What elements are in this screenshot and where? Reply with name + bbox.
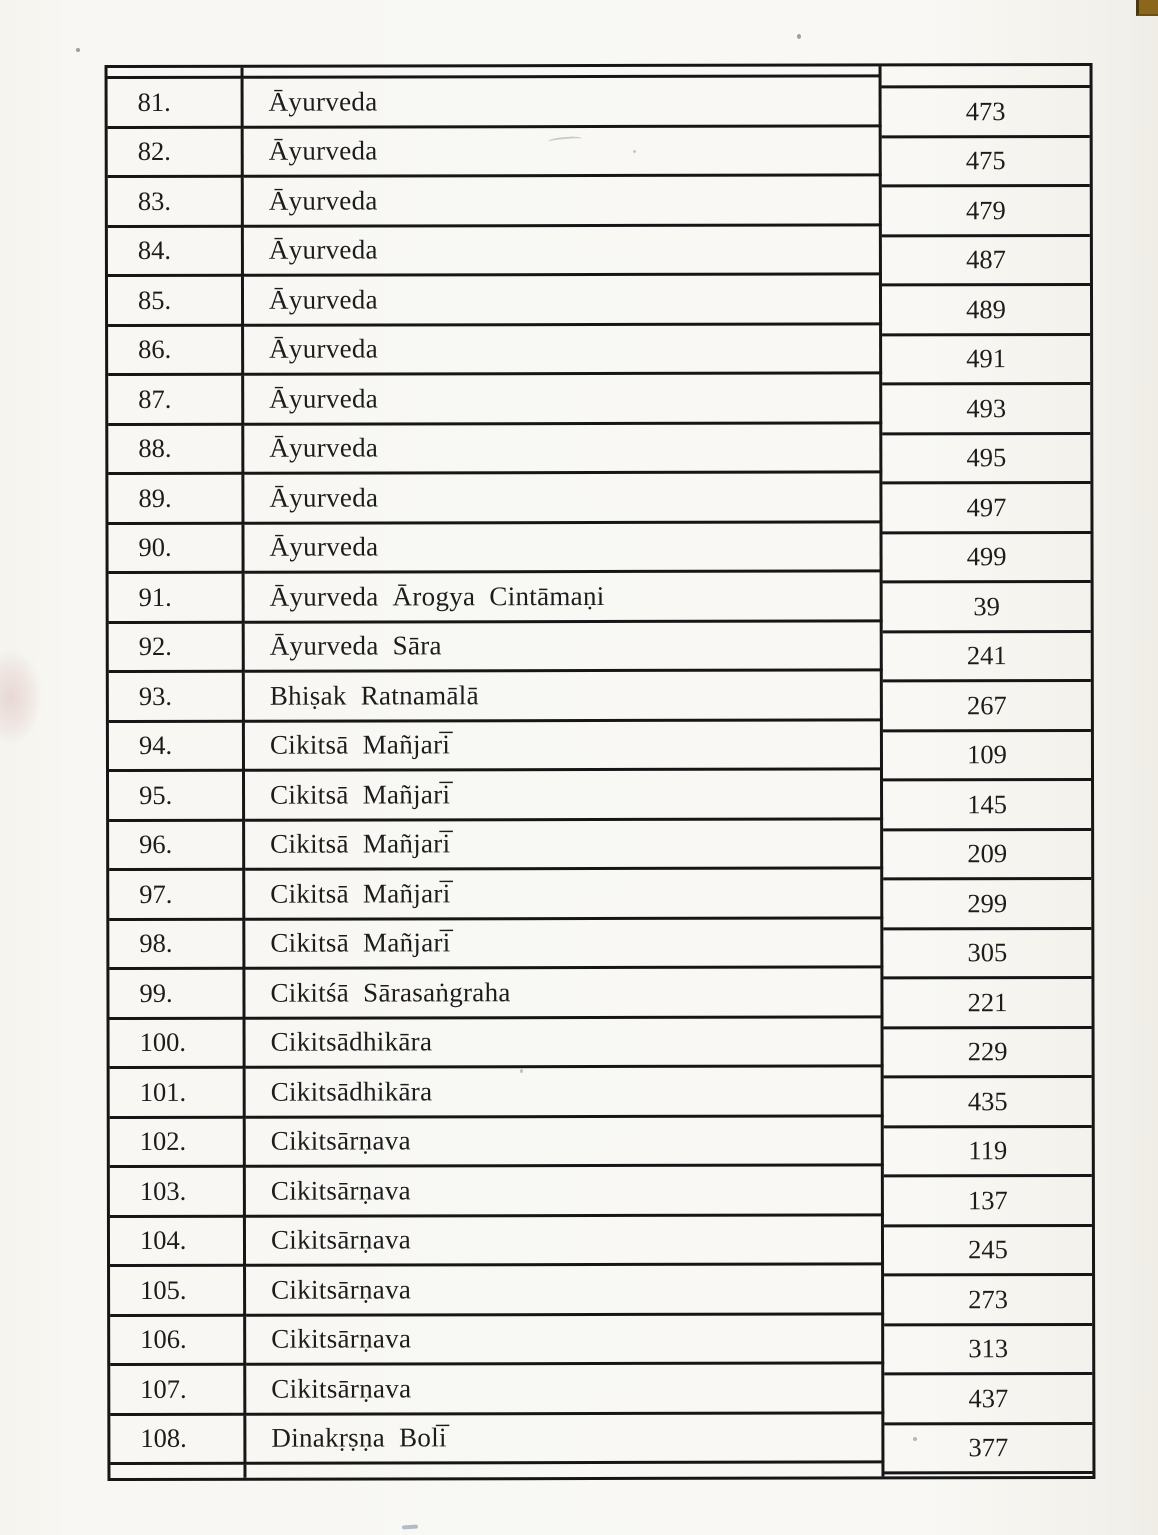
page-number-cell: 229 <box>884 1028 1092 1078</box>
manuscript-title-cell: Āyurveda <box>244 473 882 524</box>
serial-number-cell: 92. <box>109 623 245 673</box>
page-number-cell: 241 <box>883 632 1091 682</box>
serial-number-cell: 105. <box>110 1267 246 1317</box>
manuscript-title-cell: Cikitsā Mañjari̅ <box>245 770 883 821</box>
serial-number-cell: 91. <box>109 574 245 624</box>
page-number-cell: 487 <box>882 236 1090 286</box>
scan-mark-artifact <box>402 1524 418 1529</box>
page-number-cell: 489 <box>882 286 1090 336</box>
manuscript-index-table <box>105 63 1096 1481</box>
manuscript-title-cell: Cikitsā Mañjari̅ <box>245 820 883 871</box>
page-number-cell: 479 <box>882 187 1090 237</box>
page-number-cell: 109 <box>883 731 1091 781</box>
page-number-cell: 475 <box>882 137 1090 187</box>
sliver-cell <box>246 1463 884 1477</box>
serial-number-cell: 90. <box>108 524 244 574</box>
manuscript-title-cell: Āyurveda Sāra <box>245 622 883 673</box>
page-number-cell: 437 <box>884 1375 1092 1425</box>
sliver-cell <box>110 1465 246 1478</box>
serial-number-cell: 83. <box>108 178 244 228</box>
manuscript-title-cell: Cikitśā Sārasaṅgraha <box>245 968 883 1019</box>
page-number-cell: 145 <box>883 781 1091 831</box>
serial-number-cell: 104. <box>110 1217 246 1267</box>
serial-number-cell: 102. <box>110 1118 246 1168</box>
manuscript-title-cell: Āyurveda <box>244 275 882 326</box>
manuscript-title-cell: Āyurveda <box>244 77 882 128</box>
page-number-cell: 273 <box>884 1276 1092 1326</box>
page-number-cell: 473 <box>882 88 1090 138</box>
serial-number-cell: 98. <box>109 920 245 970</box>
manuscript-title-cell: Cikitsādhikāra <box>246 1018 884 1069</box>
page-number-cell: 267 <box>883 682 1091 732</box>
page-number-cell: 499 <box>883 533 1091 583</box>
manuscript-title-cell: Bhiṣak Ratnamālā <box>245 671 883 722</box>
manuscript-title-cell: Cikitsādhikāra <box>246 1067 884 1118</box>
page-number-cell: 313 <box>884 1325 1092 1375</box>
manuscript-title-cell: Cikitsārṇava <box>246 1364 884 1415</box>
manuscript-title-cell: Cikitsārṇava <box>246 1166 884 1217</box>
page-number-cell: 493 <box>882 385 1090 435</box>
page-number-cell: 377 <box>884 1424 1092 1474</box>
manuscript-title-cell: Āyurveda <box>244 325 882 376</box>
manuscript-title-cell: Dinakṛṣṇa Boli̅ <box>246 1414 884 1465</box>
serial-number-cell: 106. <box>110 1316 246 1366</box>
serial-number-cell: 82. <box>108 128 244 178</box>
page-number-cell: 491 <box>882 335 1090 385</box>
serial-number-cell: 97. <box>109 871 245 921</box>
manuscript-title-cell: Āyurveda <box>244 176 882 227</box>
page-number-cell: 221 <box>883 979 1091 1029</box>
serial-number-cell: 87. <box>108 376 244 426</box>
page-number-cell: 137 <box>884 1177 1092 1227</box>
manuscript-title-cell: Āyurveda Ārogya Cintāmaṇi <box>245 572 883 623</box>
page-number-cell: 119 <box>884 1127 1092 1177</box>
serial-number-cell: 108. <box>110 1415 246 1465</box>
manuscript-title-cell: Cikitsārṇava <box>246 1265 884 1316</box>
manuscript-title-cell: Cikitsā Mañjari̅ <box>245 869 883 920</box>
serial-number-cell: 100. <box>110 1019 246 1069</box>
serial-number-cell: 107. <box>110 1366 246 1416</box>
page-number-cell: 435 <box>884 1078 1092 1128</box>
serial-number-cell: 88. <box>108 425 244 475</box>
page-number-cell: 39 <box>883 583 1091 633</box>
manuscript-title-cell: Āyurveda <box>244 523 882 574</box>
manuscript-title-cell: Āyurveda <box>244 226 882 277</box>
serial-number-cell: 81. <box>108 79 244 129</box>
serial-number-cell: 95. <box>109 772 245 822</box>
sliver-cell <box>882 77 1090 88</box>
table-rows <box>108 77 1093 1465</box>
serial-number-cell: 96. <box>109 821 245 871</box>
corner-sticker-artifact <box>1136 0 1158 16</box>
serial-number-cell: 99. <box>109 970 245 1020</box>
serial-number-cell: 101. <box>110 1069 246 1119</box>
serial-number-cell: 94. <box>109 722 245 772</box>
serial-number-cell: 93. <box>109 673 245 723</box>
manuscript-title-cell: Cikitsā Mañjari̅ <box>245 919 883 970</box>
manuscript-title-cell: Cikitsā Mañjari̅ <box>245 721 883 772</box>
page-number-cell: 497 <box>882 484 1090 534</box>
manuscript-title-cell: Cikitsārṇava <box>246 1117 884 1168</box>
scan-speck <box>797 34 801 39</box>
page-number-cell: 245 <box>884 1226 1092 1276</box>
manuscript-title-cell: Cikitsārṇava <box>246 1216 884 1267</box>
serial-number-cell: 86. <box>108 326 244 376</box>
page-number-cell: 305 <box>883 929 1091 979</box>
sliver-cell <box>108 68 244 79</box>
serial-number-cell: 84. <box>108 227 244 277</box>
manuscript-title-cell: Āyurveda <box>244 424 882 475</box>
scan-speck <box>76 48 80 52</box>
manuscript-title-cell: Āyurveda <box>244 127 882 178</box>
serial-number-cell: 103. <box>110 1168 246 1218</box>
page-number-cell: 299 <box>883 880 1091 930</box>
scan-smudge-artifact <box>0 652 40 742</box>
serial-number-cell: 89. <box>108 475 244 525</box>
serial-number-cell: 85. <box>108 277 244 327</box>
page-number-cell: 495 <box>882 434 1090 484</box>
manuscript-title-cell: Cikitsārṇava <box>246 1315 884 1366</box>
page-number-cell: 209 <box>883 830 1091 880</box>
sliver-cell <box>884 1474 1092 1487</box>
manuscript-title-cell: Āyurveda <box>244 374 882 425</box>
